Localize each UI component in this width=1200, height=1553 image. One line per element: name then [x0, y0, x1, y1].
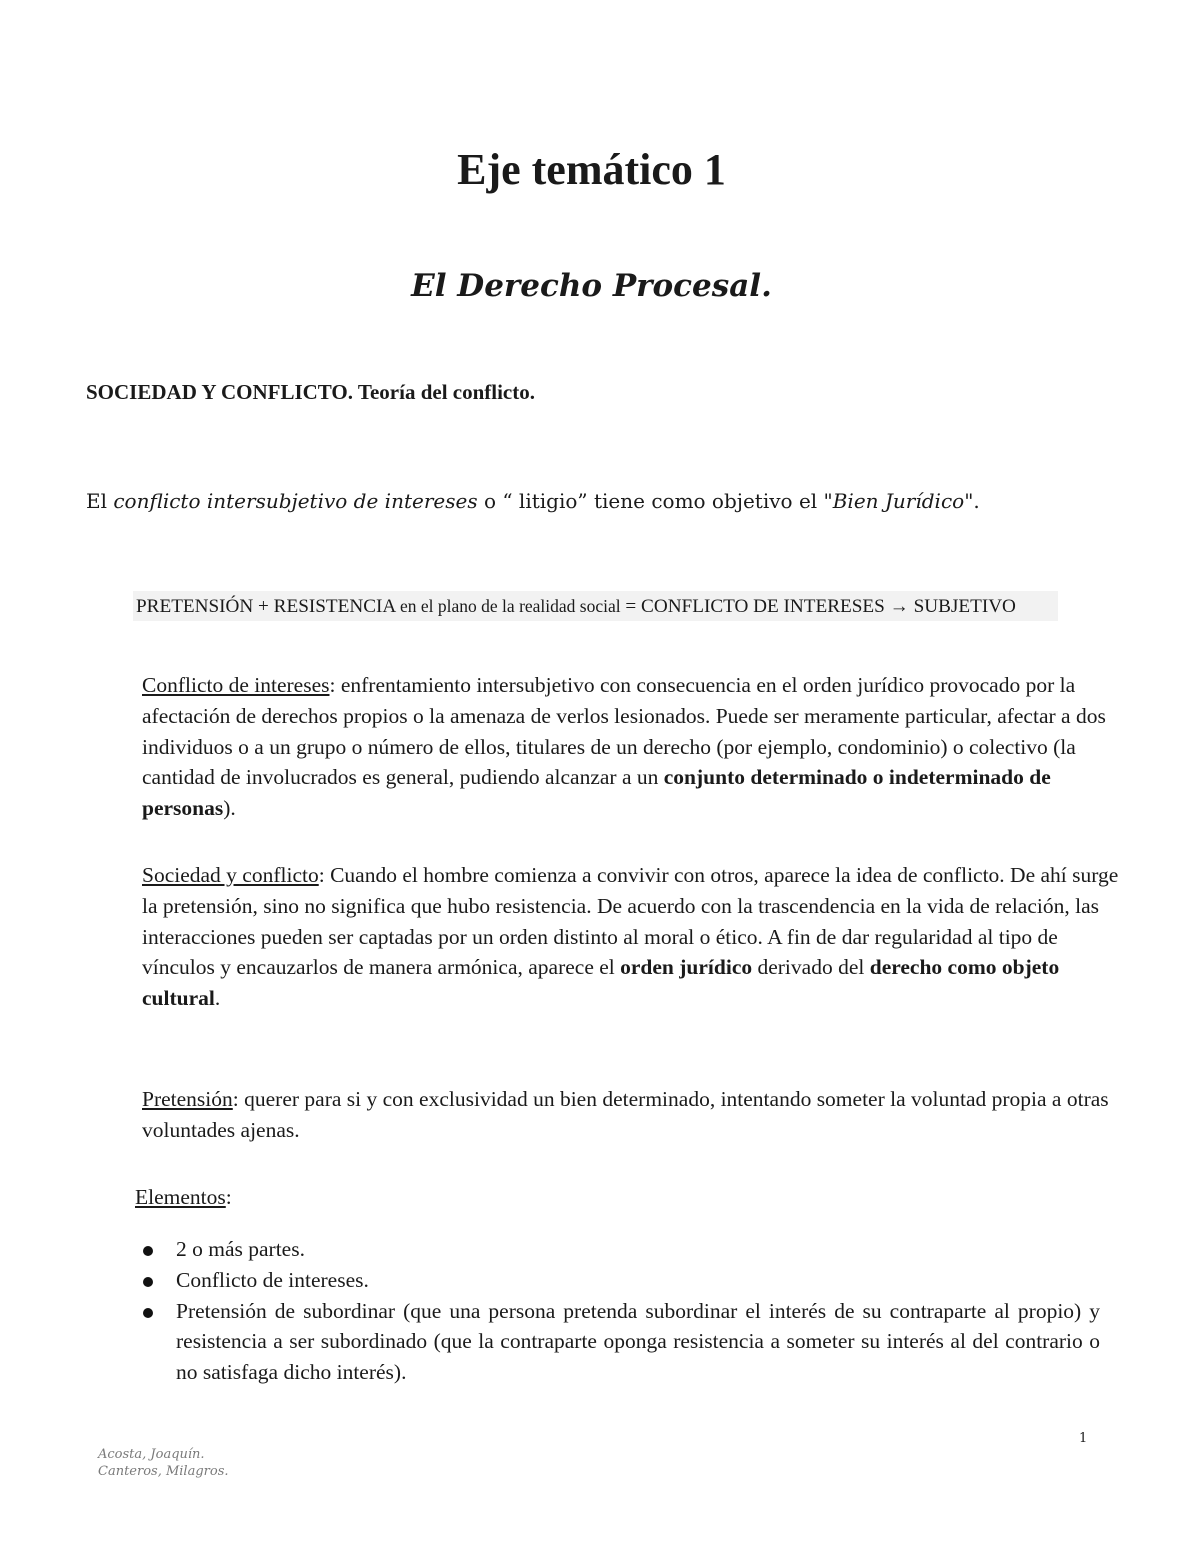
definition-text: .: [214, 986, 221, 1011]
list-item: [140, 1234, 1100, 1265]
bullet-icon: [143, 1246, 153, 1256]
list-item: [140, 1296, 1100, 1388]
intro-italic-term: conflicto intersubjetivo de intereses: [113, 489, 478, 513]
author-name: Acosta, Joaquín.: [98, 1447, 205, 1462]
list-item-text: Pretensión de subordinar (que una persona pretenda subordinar el interés de su contraparte al propio) y resistencia a ser subordinado (que la contraparte oponga resistencia a someter su interés al del contrario o no satisfaga dicho interés).: [176, 1298, 1100, 1385]
bullet-icon: [143, 1277, 153, 1287]
definition-text: derivado del: [752, 955, 870, 980]
page-number: 1: [1079, 1431, 1088, 1446]
conflicto-paragraph: [142, 670, 1122, 824]
definition-term: Sociedad y conflicto: [142, 863, 319, 887]
elements-heading: [135, 1182, 232, 1212]
term-colon: :: [225, 1185, 232, 1209]
sociedad-paragraph: [142, 860, 1122, 1014]
formula-box: [133, 591, 1058, 621]
term-colon: :: [318, 863, 325, 887]
author-name: Canteros, Milagros.: [98, 1464, 229, 1479]
bullet-icon: [143, 1308, 153, 1318]
list-item-text: Conflicto de intereses.: [176, 1267, 369, 1292]
bold-phrase: conjunto determinado o indeterminado de personas: [142, 765, 1051, 821]
footer-authors: [98, 1446, 229, 1480]
formula-text: PRETENSIÓN + RESISTENCIA: [136, 596, 401, 617]
definition-text: Cuando el hombre comienza a convivir con otros, aparece la idea de conflicto. De ahí surge la pretensión, sino no significa que hubo resistencia. De acuerdo con la trascendencia en la vida de relación, las interacciones pueden ser captadas por un orden distinto al moral o ético. A fin de dar regularidad al tipo de vínculos y encauzarlos de manera armónica, aparece el: [142, 863, 1119, 980]
definition-text: enfrentamiento intersubjetivo con consecuencia en el orden jurídico provocado por la afectación de derechos propios o la amenaza de verlos lesionados. Puede ser meramente particular, afectar a dos individuos o a un grupo o número de ellos, titulares de un derecho (por ejemplo, condominio) o colectivo (la cantidad de involucrados es general, pudiendo alcanzar a un: [142, 673, 1106, 790]
term-colon: :: [329, 673, 336, 697]
pretension-paragraph: [142, 1084, 1122, 1146]
definition-text: ).: [223, 796, 236, 821]
formula-small-text: en el plano de la realidad social: [400, 596, 621, 616]
bold-phrase: orden jurídico: [620, 955, 753, 980]
intro-italic-term: Bien Jurídico: [832, 489, 965, 513]
page-subtitle: El Derecho Procesal.: [411, 268, 772, 304]
intro-text: ".: [964, 489, 980, 513]
definition-term: Conflicto de intereses: [142, 673, 330, 697]
list-item: [140, 1265, 1100, 1296]
section-heading: SOCIEDAD Y CONFLICTO. Teoría del conflicto.: [86, 380, 535, 404]
definition-text: querer para si y con exclusividad un bien determinado, intentando someter la voluntad propia a otras voluntades ajenas.: [142, 1087, 1109, 1142]
page-title: Eje temático 1: [457, 145, 726, 194]
definition-term: Pretensión: [142, 1087, 233, 1111]
intro-text: o “ litigio” tiene como objetivo el ": [477, 489, 833, 513]
term-colon: :: [232, 1087, 239, 1111]
list-item-text: 2 o más partes.: [176, 1237, 305, 1261]
formula-text: = CONFLICTO DE INTERESES → SUBJETIVO: [620, 596, 1016, 617]
bold-phrase: derecho como objeto cultural: [142, 955, 1060, 1011]
intro-paragraph: [86, 486, 980, 516]
elements-list: [140, 1234, 1100, 1388]
intro-text: El: [86, 489, 114, 513]
elements-label: Elementos: [135, 1185, 226, 1209]
